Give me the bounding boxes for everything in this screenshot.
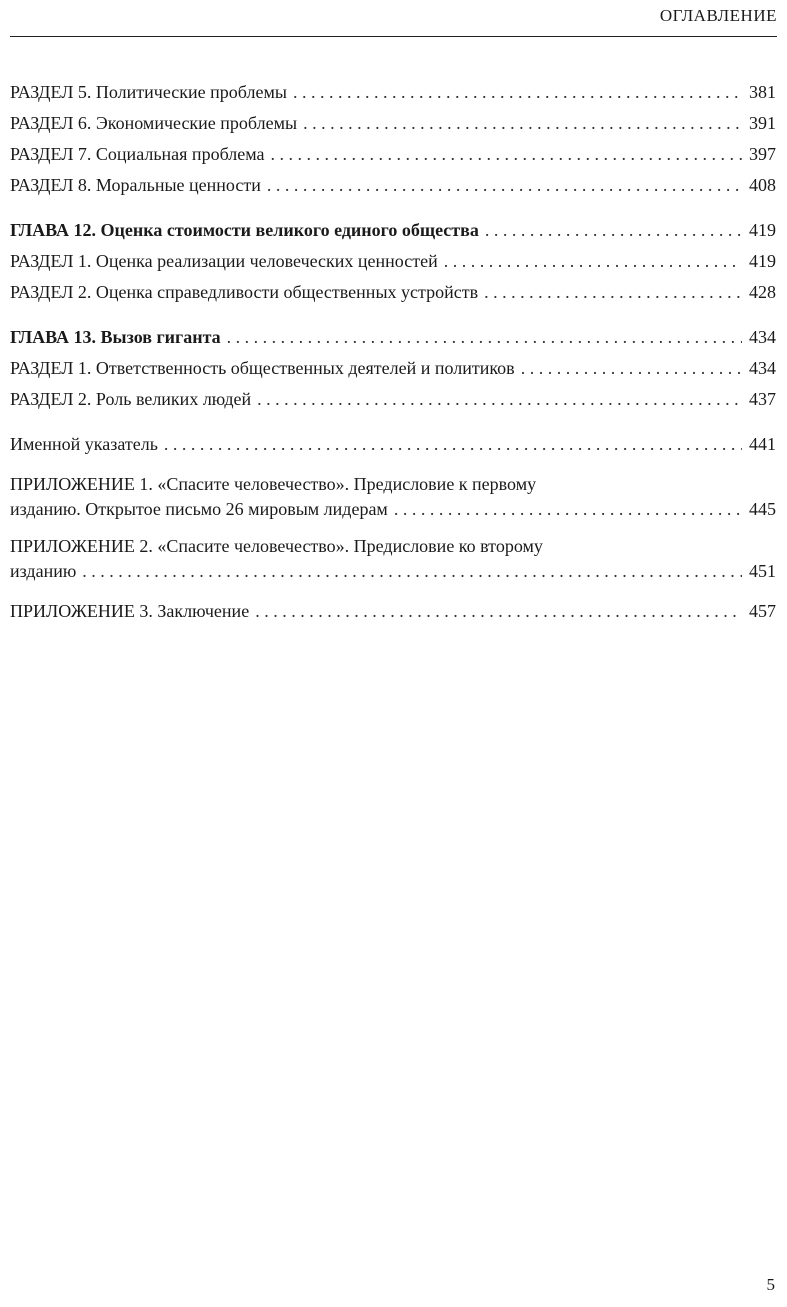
toc-entry-page: 419 xyxy=(749,251,776,271)
toc-entry-page: 408 xyxy=(749,175,776,195)
toc-entry-label-line1: ПРИЛОЖЕНИЕ 1. «Спасите человечество». Предисловие к первому xyxy=(10,474,537,494)
toc-entry[interactable] xyxy=(10,277,776,308)
toc-entry-page: 391 xyxy=(749,113,776,133)
toc-entry-page: 381 xyxy=(749,82,776,102)
dot-leader xyxy=(484,277,742,308)
dot-leader xyxy=(485,215,742,246)
dot-leader xyxy=(227,322,742,353)
toc-entry-label: РАЗДЕЛ 6. Экономические проблемы xyxy=(10,113,298,133)
toc-entry-label: РАЗДЕЛ 1. Оценка реализации человеческих ценностей xyxy=(10,251,438,271)
table-of-contents xyxy=(10,77,776,627)
dot-leader xyxy=(255,596,742,627)
dot-leader xyxy=(521,353,742,384)
toc-entry-page: 451 xyxy=(749,561,776,581)
dot-leader xyxy=(293,77,742,108)
section-gap xyxy=(10,308,776,322)
section-gap xyxy=(10,522,776,534)
toc-entry-page: 457 xyxy=(749,601,776,621)
toc-entry[interactable] xyxy=(10,596,776,627)
toc-chapter-entry[interactable] xyxy=(10,322,776,353)
toc-entry-label: ПРИЛОЖЕНИЕ 3. Заключение xyxy=(10,601,250,621)
toc-chapter-entry[interactable] xyxy=(10,215,776,246)
toc-entry-page: 434 xyxy=(749,327,776,347)
section-gap xyxy=(10,584,776,596)
header-rule xyxy=(10,36,777,37)
toc-entry-page: 437 xyxy=(749,389,776,409)
dot-leader xyxy=(82,559,742,584)
section-gap xyxy=(10,460,776,472)
dot-leader xyxy=(271,139,742,170)
toc-entry[interactable] xyxy=(10,353,776,384)
toc-entry[interactable] xyxy=(10,170,776,201)
toc-entry-label: ГЛАВА 12. Оценка стоимости великого единого общества xyxy=(10,220,479,240)
toc-entry-label: РАЗДЕЛ 5. Политические проблемы xyxy=(10,82,287,102)
toc-entry-page: 397 xyxy=(749,144,776,164)
toc-entry-label: РАЗДЕЛ 2. Оценка справедливости общественных устройств xyxy=(10,282,479,302)
toc-entry-page: 441 xyxy=(749,434,776,454)
toc-entry[interactable] xyxy=(10,384,776,415)
dot-leader xyxy=(164,429,742,460)
toc-entry-label-line2: изданию. Открытое письмо 26 мировым лидерам xyxy=(10,499,388,519)
toc-entry-multiline[interactable] xyxy=(10,472,776,522)
toc-entry-label: ГЛАВА 13. Вызов гиганта xyxy=(10,327,221,347)
toc-entry[interactable] xyxy=(10,246,776,277)
toc-entry-label: РАЗДЕЛ 2. Роль великих людей xyxy=(10,389,252,409)
section-gap xyxy=(10,415,776,429)
page-number: 5 xyxy=(766,1275,775,1294)
running-head: ОГЛАВЛЕНИЕ xyxy=(659,6,777,25)
toc-entry[interactable] xyxy=(10,139,776,170)
toc-entry-label-line1: ПРИЛОЖЕНИЕ 2. «Спасите человечество». Предисловие ко второму xyxy=(10,536,543,556)
dot-leader xyxy=(444,246,742,277)
toc-entry[interactable] xyxy=(10,77,776,108)
dot-leader xyxy=(303,108,742,139)
toc-entry-page: 419 xyxy=(749,220,776,240)
toc-entry-label: Именной указатель xyxy=(10,434,158,454)
toc-entry-label: РАЗДЕЛ 8. Моральные ценности xyxy=(10,175,261,195)
dot-leader xyxy=(257,384,742,415)
toc-entry-label: РАЗДЕЛ 1. Ответственность общественных деятелей и политиков xyxy=(10,358,515,378)
toc-entry[interactable] xyxy=(10,429,776,460)
toc-entry-label-line2: изданию xyxy=(10,561,77,581)
toc-entry[interactable] xyxy=(10,108,776,139)
dot-leader xyxy=(267,170,742,201)
toc-entry-page: 428 xyxy=(749,282,776,302)
toc-entry-page: 445 xyxy=(749,499,776,519)
toc-entry-multiline[interactable] xyxy=(10,534,776,584)
toc-entry-label: РАЗДЕЛ 7. Социальная проблема xyxy=(10,144,265,164)
toc-entry-page: 434 xyxy=(749,358,776,378)
section-gap xyxy=(10,201,776,215)
dot-leader xyxy=(394,497,742,522)
